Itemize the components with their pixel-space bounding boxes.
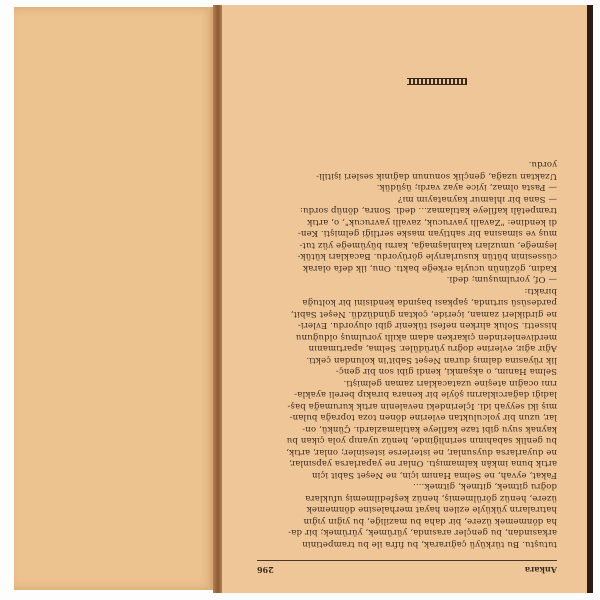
body-text (257, 158, 557, 549)
text-line: lar, uzun bir yolculuktan evlerine dönen toza toprağa bulan- (289, 412, 557, 423)
text-line: ne girdikleri zaman, içeride, çoktan gündüzdü. Neşet Sabit, (290, 309, 557, 319)
text-line: lik rüyasına dalmış duran Neşet Sabit'in kolundan çekti. (306, 355, 557, 365)
right-page (222, 5, 587, 593)
text-line: yordu. (528, 159, 557, 170)
text-line: di kendine: "Zavallı yavrucuk, zavallı yavrucuk", o, artık (307, 217, 557, 227)
text-line: cüssesinin bütün kusurlarıyle görüyordu. Bacakları kütük- (297, 251, 557, 262)
text-line: rını ocağın ateşine uzatacakları zaman gelmişti. (343, 378, 557, 388)
text-line: trampetâlı kafileye katılamaz... dedi. Sonra, dönüp sordu: (299, 205, 557, 216)
text-line: doğru gitmek, gitmek, gitmek.... (412, 481, 557, 492)
text-line: — Pasta olmaz, iyice ayaz vardı; üşüdük. (376, 182, 557, 193)
text-line: pardesüsü sırtında, şapkası başında kendisini bir koltuğa (302, 297, 557, 308)
text-line: Uzaktan uzağa, gençlik sonunun dağınık sesleri işitili- (315, 171, 557, 181)
text-line: artık buna imkân kalmamıştı. Onlar ne yaparlarsa yapsınlar, (288, 458, 557, 469)
text-line: hatıraların yüküyle ezilen hayat merhalesine dönmemek (306, 504, 557, 515)
text-line: mış iki seyyah idi. İçlerindeki nevalenin artık kurumağa baş- (287, 401, 557, 411)
text-line: Selma Hanım, o akşamki, kendi gibi son bir genç- (335, 366, 557, 377)
section-end-ornament (407, 78, 467, 85)
header-rule (257, 560, 557, 561)
page-header (257, 559, 557, 575)
text-line: arkasından, bu gençler arasında, yürümek, yürümek; bir da- (288, 527, 557, 538)
page-outer-edge (587, 5, 593, 593)
text-line: bıraktı: (524, 286, 557, 296)
text-line: bu genlik sabahının serinliğinde, henüz uyanıp yola çıkan bu (286, 435, 557, 446)
text-line: muş ve simasına bir sahtiyan maske sertliği gelmişti. Ken- (297, 228, 557, 239)
text-line: üzere, henüz görülmemiş, henüz keşfedilmemiş ufuklara (305, 493, 557, 503)
text-line: hissetti. Soluk alırken nefesi tükenir gibi oluyordu. Evleri- (297, 320, 557, 331)
text-line: Ağır ağır, evlerine doğru yürüdüler. Selma, apartımanın (308, 343, 557, 354)
text-line: ne duyarlarsa duysunlar, ne isterlerse istesinler; onlar, artık, (286, 447, 557, 457)
text-line: ladığı dağarcıklarını şöyle bir kenara bırakıp bereli ayakla- (294, 389, 557, 400)
text-line: Fakat, eyvah, ne Selma Hanım için, ne Neşet Sabit için (311, 470, 557, 480)
running-title: Ankara (524, 565, 557, 575)
text-line: leşmeğe, umuzları kalınlaşmağa, karnı büyümeğe yüz tut- (299, 240, 557, 250)
text-line: Kadın, gözünün ucuyla erkeğe baktı. Onu, ilk defa olarak (302, 263, 557, 273)
left-page-blank (14, 7, 216, 590)
page-number: 296 (257, 565, 274, 575)
text-line: merdivenlerinden çıkarken adam akıllı yorulmuş olduğunu (295, 332, 557, 342)
text-line: kaynak suyu gibi taze kafileye katılamazlardı. Çünkü, on- (302, 424, 557, 434)
text-line: ha dönmemek üzere, bir daha bu maziliğe, bu yığın yığın (303, 516, 557, 526)
rotated-text-page (222, 5, 587, 593)
text-line: — Of, yorulmuşum; dedi. (446, 274, 557, 285)
text-line: tutuştu. Bu türküyü çağırarak, bu fıfra ile bu trampetinin (302, 539, 557, 549)
text-line: — Sana bir ıhlamur kaynatayım mı? (397, 194, 557, 204)
